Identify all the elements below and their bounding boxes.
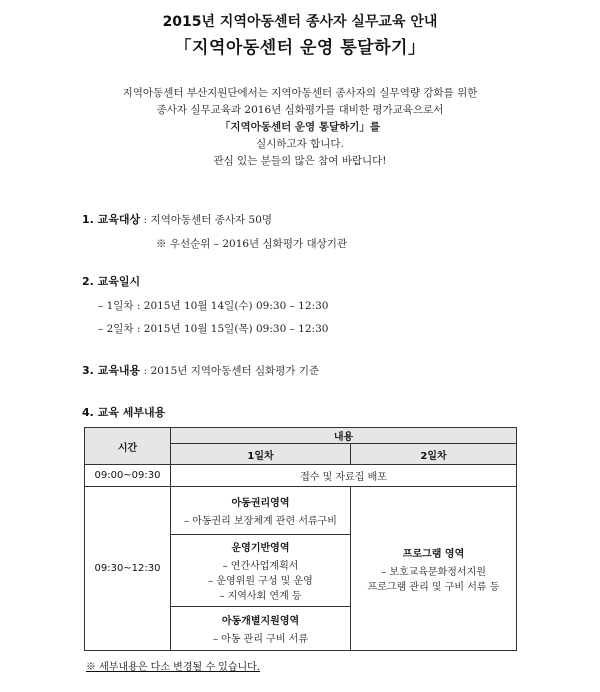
day1-block-2 — [171, 535, 351, 607]
intro-line-1: 지역아동센터 부산지원단에서는 지역아동센터 종사자의 실무역량 강화를 위한 — [122, 87, 478, 99]
section-content — [82, 362, 319, 378]
section-schedule-label: 2. 교육일시 — [82, 275, 141, 288]
section-schedule — [82, 273, 140, 289]
day1-block-1 — [171, 487, 351, 535]
intro-line-2: 종사자 실무교육과 2016년 심화평가를 대비한 평가교육으로서 — [156, 104, 444, 116]
intro-line-4: 실시하고자 합니다. — [256, 138, 344, 150]
row1-content: 접수 및 자료집 배포 — [171, 465, 517, 487]
section-target-note: ※ 우선순위 – 2016년 심화평가 대상기관 — [156, 238, 348, 250]
section-target-value: : 지역아동센터 종사자 50명 — [143, 214, 273, 226]
day1-block-2-item-2: – 운영위원 구성 및 운영 — [208, 576, 313, 587]
day1-block-3-item-1: – 아동 관리 구비 서류 — [213, 634, 308, 645]
section-content-label: 3. 교육내용 — [82, 364, 141, 377]
intro-line-3: 「지역아동센터 운영 통달하기」를 — [219, 121, 381, 133]
day1-block-3 — [171, 607, 351, 651]
header-content: 내용 — [171, 428, 517, 444]
section-content-value: : 2015년 지역아동센터 심화평가 기준 — [143, 365, 320, 377]
day1-block-1-title: 아동권리영역 — [231, 498, 290, 509]
footnote: ※ 세부내용은 다소 변경될 수 있습니다. — [86, 662, 260, 673]
section-details — [82, 404, 165, 420]
section-target-label: 1. 교육대상 — [82, 213, 141, 226]
section-details-label: 4. 교육 세부내용 — [82, 406, 166, 419]
intro-line-5: 관심 있는 분들의 많은 참여 바랍니다! — [213, 155, 387, 167]
section-target — [82, 211, 272, 227]
row2-time: 09:30~12:30 — [85, 487, 171, 651]
day2-title: 프로그램 영역 — [402, 548, 465, 560]
header-day1: 1일차 — [171, 444, 351, 465]
schedule-day1: – 1일차 : 2015년 10월 14일(수) 09:30 – 12:30 — [98, 300, 329, 312]
day1-block-2-item-3: – 지역사회 연계 등 — [219, 591, 302, 602]
day1-block-3-title: 아동개별지원영역 — [221, 616, 300, 627]
header-time: 시간 — [85, 428, 171, 465]
notice-title: 2015년 지역아동센터 종사자 실무교육 안내 — [162, 14, 438, 30]
day1-block-2-item-1: – 연간사업계획서 — [222, 561, 299, 572]
notice-subtitle: 「지역아동센터 운영 통달하기」 — [174, 38, 426, 58]
day1-block-2-title: 운영기반영역 — [231, 543, 290, 554]
day2-item-1: – 보호교육문화정서지원 — [381, 566, 486, 578]
row1-time: 09:00~09:30 — [85, 465, 171, 487]
schedule-day2: – 2일차 : 2015년 10월 15일(목) 09:30 – 12:30 — [98, 323, 329, 335]
header-day2: 2일차 — [351, 444, 517, 465]
schedule-table — [84, 427, 517, 651]
day1-block-1-item-1: – 아동권리 보장체계 관련 서류구비 — [184, 516, 337, 527]
day2-block — [351, 487, 517, 651]
day2-item-2: 프로그램 관리 및 구비 서류 등 — [367, 581, 500, 593]
